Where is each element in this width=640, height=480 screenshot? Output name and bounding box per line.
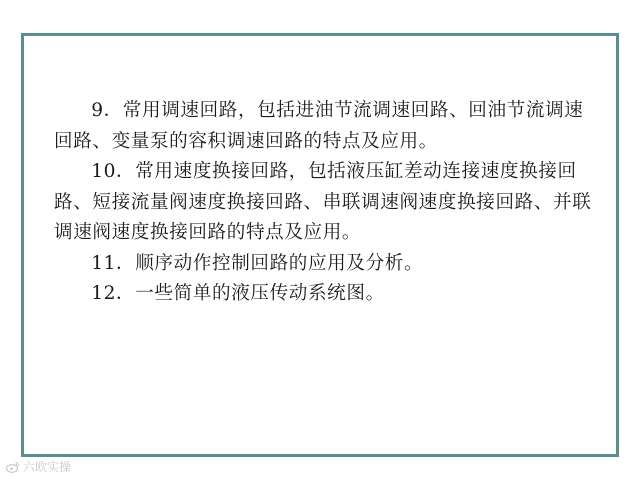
paragraph-item-10: 10．常用速度换接回路，包括液压缸差动连接速度换接回路、短接流量阀速度换接回路、串联调速阀速度换接回路、并联调速阀速度换接回路的特点及应用。 (54, 161, 592, 243)
watermark-text: 六欧实操 (23, 460, 72, 474)
paragraph-item-12: 12．一些简单的液压传动系统图。 (91, 283, 385, 304)
weibo-logo-icon (6, 461, 20, 473)
content-text-block (54, 96, 602, 310)
paragraph-item-11: 11．顺序动作控制回路的应用及分析。 (91, 252, 424, 274)
watermark (6, 458, 71, 475)
paragraph-item-9: 9．常用调速回路，包括进油节流调速回路、回油节流调速回路、变量泵的容积调速回路的特点及应用。 (54, 100, 584, 152)
